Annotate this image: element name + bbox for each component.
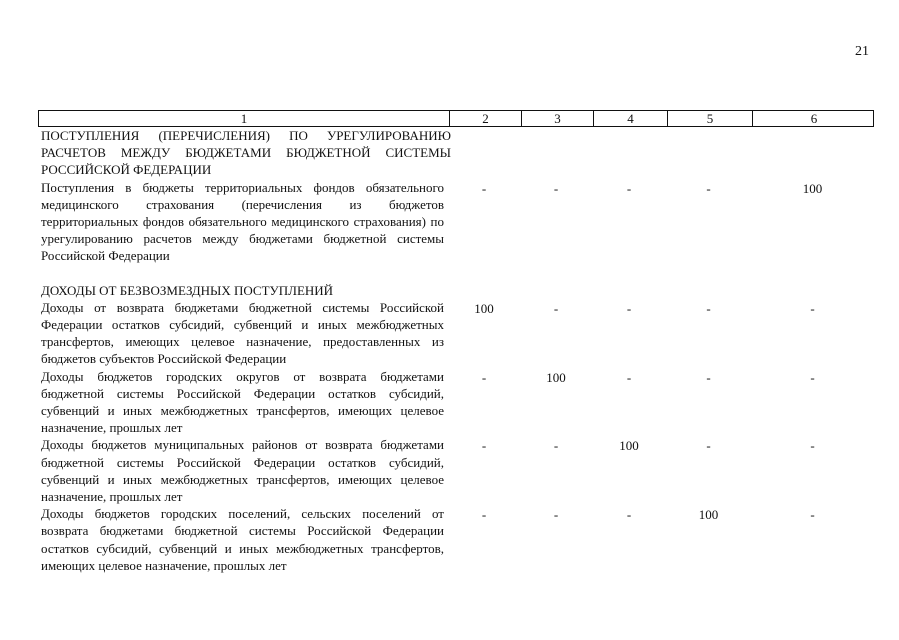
row-value-col4: - bbox=[626, 369, 632, 385]
row-value-col6: 100 bbox=[802, 180, 823, 196]
row-description: Поступления в бюджеты территориальных фондов обязательного медицинского страхования (перечисления из бюджетов территориальных фондов обязательного медицинского страхования) по урегулированию расчетов между бюджетами бюджетной системы Российской Федерации bbox=[41, 179, 444, 264]
table-header-row bbox=[38, 110, 874, 127]
row-description: Доходы от возврата бюджетами бюджетной системы Российской Федерации остатков субсидий, субвенций и иных межбюджетных трансфертов, имеющих целевое назначение, предоставленных из бюджетов субъектов Российской Федерации bbox=[41, 299, 444, 367]
row-value-col2: - bbox=[481, 507, 487, 523]
row-value-col3: - bbox=[553, 180, 559, 196]
section-title-settlements: ПОСТУПЛЕНИЯ (ПЕРЕЧИСЛЕНИЯ) ПО УРЕГУЛИРОВАНИЮ РАСЧЕТОВ МЕЖДУ БЮДЖЕТАМИ БЮДЖЕТНОЙ СИСТЕМЫ РОССИЙСКОЙ ФЕДЕРАЦИИ bbox=[41, 128, 451, 178]
row-value-col4: - bbox=[626, 300, 632, 316]
header-cell-4: 4 bbox=[593, 111, 667, 126]
header-cell-2: 2 bbox=[449, 111, 521, 126]
row-value-col3: - bbox=[553, 300, 559, 316]
table-row bbox=[38, 505, 874, 574]
row-value-col2: - bbox=[481, 438, 487, 454]
header-cell-5: 5 bbox=[667, 111, 752, 126]
row-value-col6: - bbox=[810, 438, 815, 454]
header-cell-1: 1 bbox=[240, 111, 248, 126]
row-value-col2: 100 bbox=[474, 300, 494, 316]
row-value-col5: - bbox=[706, 300, 711, 316]
table-row bbox=[38, 299, 874, 368]
row-value-col4: - bbox=[626, 180, 632, 196]
table-row bbox=[38, 368, 874, 437]
row-value-col2: - bbox=[481, 369, 487, 385]
row-value-col5: - bbox=[706, 369, 711, 385]
row-description: Доходы бюджетов муниципальных районов от возврата бюджетами бюджетной системы Российской Федерации остатков субсидий, субвенций и иных межбюджетных трансфертов, имеющих целевое назначение, прошлых лет bbox=[41, 437, 444, 505]
row-value-col4: - bbox=[626, 507, 632, 523]
row-value-col5: - bbox=[706, 180, 711, 196]
row-description: Доходы бюджетов городских поселений, сельских поселений от возврата бюджетами бюджетной системы Российской Федерации остатков субсидий, субвенций и иных межбюджетных трансфертов, имеющих целевое назначение, прошлых лет bbox=[41, 506, 444, 573]
page-number: 21 bbox=[855, 44, 869, 59]
row-value-col3: - bbox=[553, 507, 559, 523]
row-value-col2: - bbox=[481, 180, 487, 196]
row-description: Доходы бюджетов городских округов от возврата бюджетами бюджетной системы Российской Федерации остатков субсидий, субвенций и иных межбюджетных трансфертов, имеющих целевое назначение, прошлых лет bbox=[41, 368, 444, 436]
budget-table bbox=[38, 110, 874, 574]
section-spacer bbox=[38, 265, 874, 282]
row-value-col4: 100 bbox=[619, 438, 639, 454]
row-value-col6: - bbox=[810, 369, 815, 385]
row-value-col5: 100 bbox=[698, 507, 719, 523]
header-cell-3: 3 bbox=[521, 111, 593, 126]
row-value-col6: - bbox=[810, 300, 815, 316]
row-value-col5: - bbox=[706, 438, 711, 454]
table-row bbox=[38, 436, 874, 505]
row-value-col3: 100 bbox=[546, 369, 566, 385]
row-value-col6: - bbox=[810, 507, 815, 523]
header-cell-6: 6 bbox=[752, 111, 875, 126]
row-value-col3: - bbox=[553, 438, 559, 454]
section-title-grants: ДОХОДЫ ОТ БЕЗВОЗМЕЗДНЫХ ПОСТУПЛЕНИЙ bbox=[41, 282, 334, 298]
table-row bbox=[38, 179, 874, 265]
